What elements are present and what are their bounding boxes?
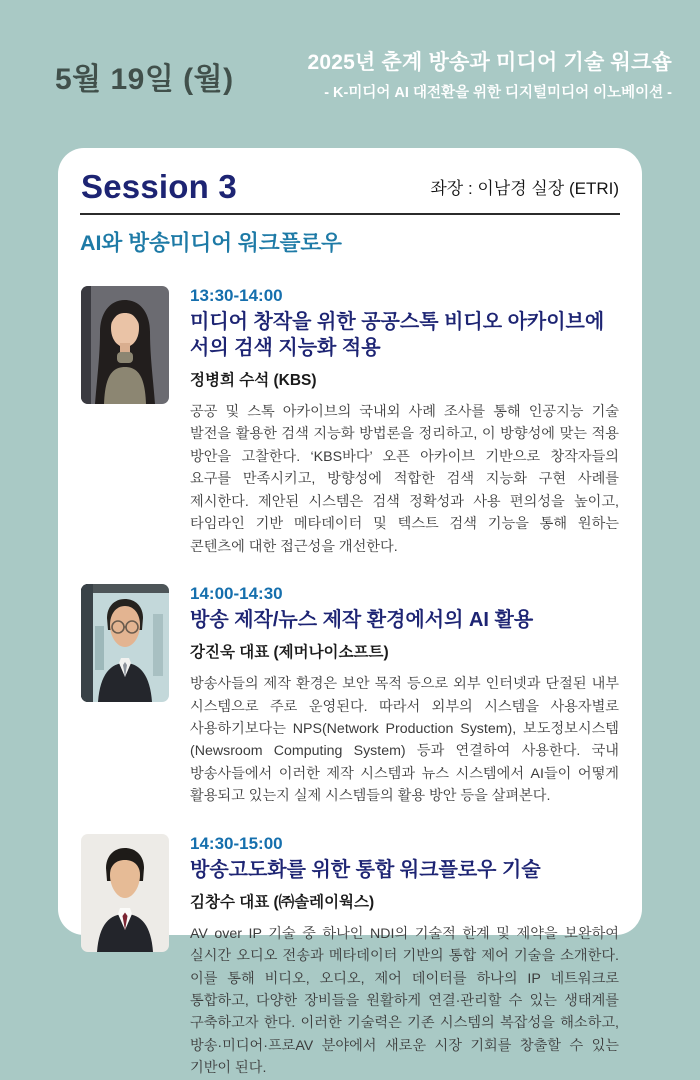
talk-abstract: 방송사들의 제작 환경은 보안 목적 등으로 외부 인터넷과 단절된 내부 시스템으로 주로 운영된다. 따라서 외부의 시스템을 사용자별로 사용하기보다는 NPS(Network Production System), 보도정보시스템(Newsroom Computing System) 등과 연결하여 사용한다. 국내 방송사들에서 이러한 제작 시스템과 뉴스 시스템에서 AI들이 어떻게 활용되고 있는지 실제 시스템들의 활용 방안 등을 살펴본다.	[190, 676, 619, 805]
male-glasses-portrait-graphic	[81, 584, 169, 702]
talk-title: 방송 제작/뉴스 제작 환경에서의 AI 활용	[190, 609, 534, 632]
workshop-subtitle: - K-미디어 AI 대전환을 위한 디지털미디어 이노베이션 -	[324, 85, 672, 101]
workshop-title: 2025년 춘계 방송과 미디어 기술 워크숍	[307, 51, 672, 74]
page-header	[0, 0, 700, 102]
male-red-tie-portrait-graphic	[81, 834, 169, 952]
female-portrait-graphic	[81, 286, 169, 404]
talk-abstract: AV over IP 기술 중 하나인 NDI의 기술적 한계 및 제약을 보완하여 실시간 오디오 전송과 메타데이터 기반의 통합 제어 기술을 소개한다. 이를 통해 비디오, 오디오, 제어 데이터를 하나의 IP 네트워크로 통합하고, 다양한 장비들을 원활하게 연결·관리할 수 있는 생태계를 구축하고자 한다. 이러한 기술력은 기존 시스템의 복잡성을 해소하고, 방송·미디어·프로AV 분야에서 새로운 시장 기회를 창출할 수 있는 기반이 된다.	[190, 925, 619, 1077]
speaker-photo-female	[81, 286, 169, 404]
talk-title: 미디어 창작을 위한 공공스톡 비디오 아카이브에서의 검색 지능화 적용	[190, 311, 605, 359]
session-topic: AI와 방송미디어 워크플로우	[80, 231, 342, 255]
talk-item	[80, 584, 620, 808]
session-head	[80, 168, 620, 206]
talk-item	[80, 286, 620, 558]
talk-abstract: 공공 및 스톡 아카이브의 국내외 사례 조사를 통해 인공지능 기술 발전을 활용한 검색 지능화 방법론을 정리하고, 이 방향성에 맞는 적용 방안을 고찰한다. ‘KBS바다’ 오픈 아카이브 기반으로 창작자들의 요구를 만족시키고, 방향성에 적합한 검색 지능화 구현 사례를 제시한다. 제안된 시스템은 검색 정확성과 사용 편의성을 높이고, 타임라인 기반 메타데이터 및 텍스트 검색 기능을 통해 원하는 콘텐츠에 대한 접근성을 개선한다.	[190, 404, 619, 555]
divider-rule	[80, 213, 620, 215]
talk-time: 14:00-14:30	[190, 584, 283, 604]
talk-body	[190, 834, 619, 1080]
session-card	[58, 148, 642, 1077]
talk-speaker: 정병희 수석 (KBS)	[190, 372, 317, 389]
talk-body	[190, 286, 619, 558]
session-title: Session 3	[81, 168, 237, 205]
talk-speaker: 강진욱 대표 (제머나이소프트)	[190, 644, 389, 662]
talk-time: 13:30-14:00	[190, 286, 283, 305]
talk-body	[190, 584, 619, 808]
talk-speaker: 김창수 대표 (㈜솔레이웍스)	[190, 893, 375, 911]
talk-title: 방송고도화를 위한 통합 워크플로우 기술	[190, 858, 541, 881]
speaker-photo-male-glasses	[81, 584, 169, 702]
speaker-photo-male-red-tie	[81, 834, 169, 952]
date-label: 5월 19일 (월)	[55, 63, 234, 96]
talk-time: 14:30-15:00	[190, 833, 283, 853]
talk-item	[80, 834, 620, 1080]
session-chair: 좌장 : 이남경 실장 (ETRI)	[430, 179, 619, 198]
workshop-header	[308, 46, 673, 102]
